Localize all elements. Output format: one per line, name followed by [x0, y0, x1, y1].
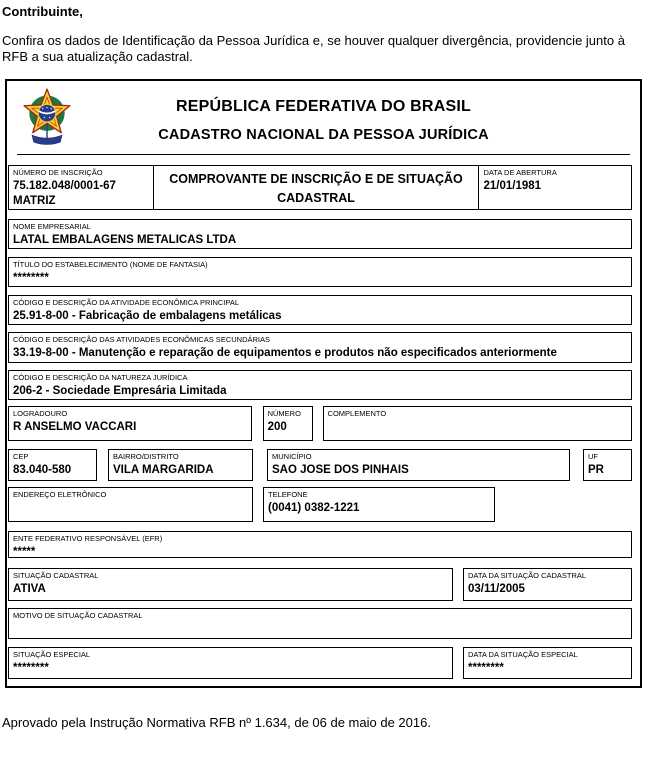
field-efr-value: ***** — [13, 545, 36, 558]
field-data-situacao-especial-label: DATA DA SITUAÇÃO ESPECIAL — [468, 650, 578, 660]
field-situacao-especial — [8, 647, 453, 679]
field-numero-inscricao — [9, 166, 154, 209]
field-atividades-secundarias-value: 33.19-8-00 - Manutenção e reparação de equipamentos e produtos não especificados anteriormente — [13, 346, 557, 359]
field-data-situacao-especial-value: ******** — [468, 661, 504, 674]
approval-note: Aprovado pela Instrução Normativa RFB nº 1.634, de 06 de maio de 2016. — [2, 715, 431, 731]
row-cep-bairro-municipio-uf — [8, 449, 632, 481]
greeting-text: Contribuinte, — [2, 4, 83, 19]
field-logradouro-label: LOGRADOURO — [13, 409, 68, 419]
republic-title: REPÚBLICA FEDERATIVA DO BRASIL — [176, 98, 471, 116]
row-natureza-juridica — [8, 370, 632, 400]
field-numero-inscricao-label: NÚMERO DE INSCRIÇÃO — [13, 168, 103, 178]
row-situacao-cadastral — [8, 568, 632, 601]
field-municipio — [267, 449, 570, 481]
field-complemento — [323, 406, 632, 441]
row-endereco — [8, 406, 632, 441]
field-situacao-especial-value: ******** — [13, 661, 49, 674]
field-numero-label: NÚMERO — [267, 409, 301, 419]
fields-area — [7, 165, 640, 686]
row-nome-empresarial — [8, 219, 632, 249]
field-situacao-cadastral-label: SITUAÇÃO CADASTRAL — [13, 571, 99, 581]
field-telefone — [263, 487, 495, 522]
row-situacao-especial — [8, 647, 632, 679]
row-motivo-situacao — [8, 608, 632, 639]
field-telefone-value: (0041) 0382-1221 — [268, 501, 360, 514]
field-nome-empresarial-label: NOME EMPRESARIAL — [13, 222, 91, 232]
field-data-situacao-cadastral — [463, 568, 632, 601]
field-nome-fantasia — [8, 257, 632, 287]
field-data-situacao-cadastral-label: DATA DA SITUAÇÃO CADASTRAL — [468, 571, 587, 581]
field-cep-value: 83.040-580 — [13, 463, 72, 476]
field-efr — [8, 531, 632, 558]
registry-title: CADASTRO NACIONAL DA PESSOA JURÍDICA — [158, 127, 489, 144]
field-situacao-cadastral-value: ATIVA — [13, 582, 46, 595]
field-municipio-value: SAO JOSE DOS PINHAIS — [272, 463, 409, 476]
row-email-telefone — [8, 487, 632, 522]
field-municipio-label: MUNICÍPIO — [272, 452, 312, 462]
field-nome-empresarial-value: LATAL EMBALAGENS METALICAS LTDA — [13, 233, 237, 246]
field-nome-empresarial — [8, 219, 632, 249]
field-motivo-situacao-label: MOTIVO DE SITUAÇÃO CADASTRAL — [13, 611, 143, 621]
field-nome-fantasia-value: ******** — [13, 271, 49, 284]
field-situacao-cadastral — [8, 568, 453, 601]
field-natureza-juridica-value: 206-2 - Sociedade Empresária Limitada — [13, 384, 227, 397]
row-efr — [8, 531, 632, 558]
field-endereco-eletronico — [8, 487, 253, 522]
field-uf — [583, 449, 632, 481]
field-numero-inscricao-tipo: MATRIZ — [13, 194, 56, 207]
row-nome-fantasia — [8, 257, 632, 287]
field-numero — [263, 406, 313, 441]
field-data-situacao-cadastral-value: 03/11/2005 — [468, 582, 525, 595]
field-motivo-situacao — [8, 608, 632, 639]
field-situacao-especial-label: SITUAÇÃO ESPECIAL — [13, 650, 91, 660]
field-atividade-principal-value: 25.91-8-00 - Fabricação de embalagens metálicas — [13, 309, 282, 322]
certificate-header — [17, 81, 630, 155]
field-atividades-secundarias — [8, 332, 632, 363]
field-data-abertura-value: 21/01/1981 — [483, 179, 542, 192]
field-atividade-principal-label: CÓDIGO E DESCRIÇÃO DA ATIVIDADE ECONÔMICA PRINCIPAL — [13, 298, 240, 308]
field-bairro-value: VILA MARGARIDA — [113, 463, 214, 476]
field-endereco-eletronico-label: ENDEREÇO ELETRÔNICO — [13, 490, 107, 500]
row-inscricao-titulo-abertura — [8, 165, 632, 210]
row-atividades-secundarias — [8, 332, 632, 363]
field-natureza-juridica-label: CÓDIGO E DESCRIÇÃO DA NATUREZA JURÍDICA — [13, 373, 188, 383]
field-logradouro-value: R ANSELMO VACCARI — [13, 420, 137, 433]
field-bairro-label: BAIRRO/DISTRITO — [113, 452, 179, 462]
field-complemento-label: COMPLEMENTO — [327, 409, 387, 419]
cnpj-certificate — [5, 79, 642, 688]
field-efr-label: ENTE FEDERATIVO RESPONSÁVEL (EFR) — [13, 534, 163, 544]
field-natureza-juridica — [8, 370, 632, 400]
field-uf-label: UF — [588, 452, 598, 462]
field-numero-value: 200 — [267, 420, 287, 433]
field-bairro — [108, 449, 253, 481]
field-cep — [8, 449, 97, 481]
field-cep-label: CEP — [13, 452, 29, 462]
document-title: COMPROVANTE DE INSCRIÇÃO E DE SITUAÇÃO CADASTRAL — [154, 166, 480, 209]
intro-line-1: Confira os dados de Identificação da Pessoa Jurídica e, se houver qualquer divergência, providencie junto à — [2, 33, 625, 48]
intro-line-2: RFB a sua atualização cadastral. — [2, 48, 193, 64]
field-data-abertura-label: DATA DE ABERTURA — [483, 168, 557, 178]
field-data-situacao-especial — [463, 647, 632, 679]
field-numero-inscricao-value: 75.182.048/0001-67 — [13, 179, 116, 192]
intro-paragraph — [2, 33, 662, 64]
field-uf-value: PR — [588, 463, 604, 476]
field-atividade-principal — [8, 295, 632, 325]
field-atividades-secundarias-label: CÓDIGO E DESCRIÇÃO DAS ATIVIDADES ECONÔMICAS SECUNDÁRIAS — [13, 335, 270, 345]
brazil-coat-of-arms-icon — [20, 88, 74, 148]
field-telefone-label: TELEFONE — [268, 490, 308, 500]
field-logradouro — [8, 406, 252, 441]
row-atividade-principal — [8, 295, 632, 325]
field-nome-fantasia-label: TÍTULO DO ESTABELECIMENTO (NOME DE FANTASIA) — [13, 260, 208, 270]
field-data-abertura — [479, 166, 631, 209]
